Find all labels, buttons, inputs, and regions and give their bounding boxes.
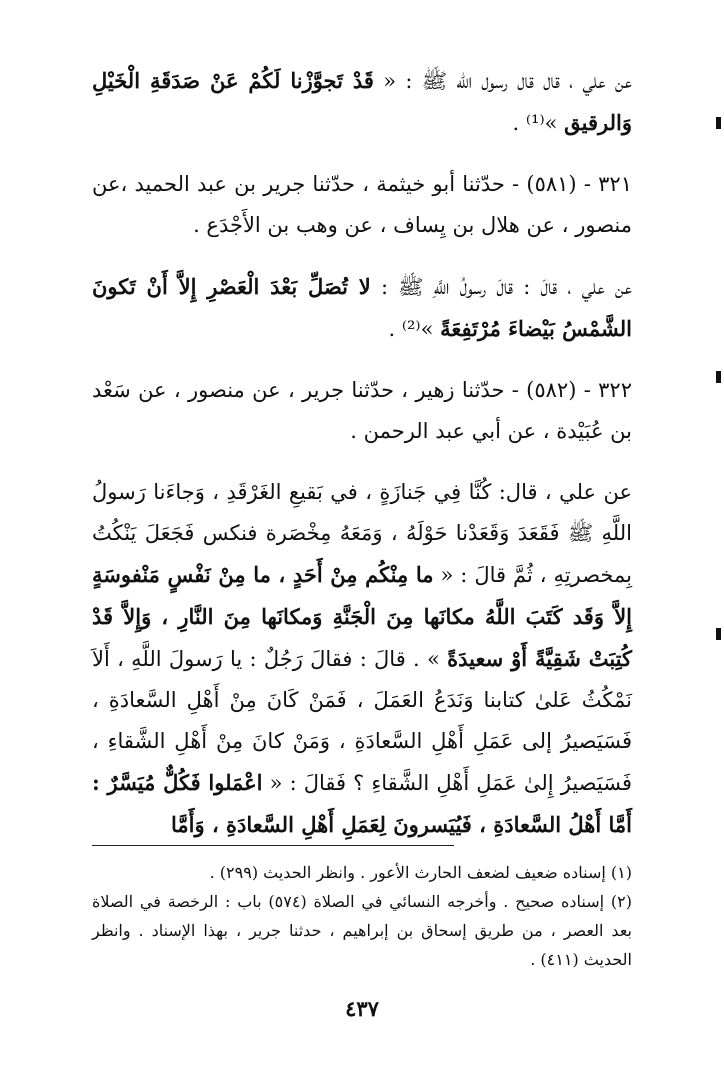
footnote-ref-1: »⁽¹⁾ . <box>512 111 558 135</box>
footnote-divider <box>92 845 454 846</box>
narration-text: عن علي ، قال: كُنَّا فِي جَنازَةٍ ، في بَقيعِ الغَرْقَدِ ، وَجاءَنا رَسولُ اللَّهِ ﷺ فَقَعَدَ وَقَعَدْنا حَوْلَهُ ، وَمَعَهُ مِخْصَرة فنكس فَجَعَلَ يَنْكُتُ بِمخصرتِهِ ، ثُمَّ قالَ : « <box>92 480 632 587</box>
paragraph-isnad-321: ٣٢١ - (٥٨١) - حدّثنا أبو خيثمة ، حدّثنا جرير بن عبد الحميد ،عن منصور ، عن هلال بن يِساف ، عن وهب بن الأَجْدَع . <box>92 172 632 237</box>
prophetic-saying: قَدْ تَجوَّزْنا لَكُمْ عَنْ صَدَقَةِ الْخَيْلِ وَالرقيق <box>92 68 632 135</box>
prophetic-saying: ما مِنْكُم مِنْ أَحَدٍ ، ما مِنْ نَفْسٍ مَنْفوسَةٍ إِلاَّ وَقَد كَتَبَ اللَّهُ مكانَها مِنَ الْجَنَّةِ وَمكانَها مِنَ النَّارِ ، وَإِلاَّ قَدْ كُتِبَتْ شَقِيَّةً أَوْ سعيدَةً <box>92 562 633 671</box>
footnote-ref-2: »⁽²⁾ . <box>388 317 434 341</box>
paragraph-hadith-321 <box>92 266 632 350</box>
narration-text: عن علي ، قال قال رسول الله ﷺ : « <box>383 69 632 93</box>
prophetic-saying: لا تُصَلِّ بَعْدَ الْعَصْرِ إِلاَّ أَنْ تَكونَ الشَّمْسُ بَيْضاءَ مُرْتَفِعَةً <box>92 274 632 341</box>
paragraph-hadith-322 <box>92 472 632 846</box>
page-number: ٤٣٧ <box>345 996 379 1021</box>
margin-mark <box>716 371 721 383</box>
margin-mark <box>716 628 721 640</box>
narration-text: » . قالَ : فقالَ رَجُلٌ : يا رَسولَ اللَّهِ ، أَلاَ نَمْكُثُ عَلىٰ كتابنا وَنَدَعُ العَمَلَ ، فَمَنْ كَانَ مِنْ أَهْلِ السَّعادَةِ ، فَسَيَصيرُ إلى عَمَلِ أَهْلِ السَّعادَةِ ، وَمَنْ كانَ مِنْ أَهْلِ الشَّقاءِ ، فَسَيَصيرُ إِلىٰ عَمَلِ أَهْلِ الشَّقاءِ ؟ فَقالَ : « <box>92 647 632 795</box>
prophetic-saying: اعْمَلوا فَكُلٌّ مُيَسَّرٌ : أَمَّا أَهْلُ السَّعادَةِ ، فَيُيَسرونَ لِعَمَلِ أَهْلِ السَّعادَةِ ، وَأَمَّا <box>92 770 632 837</box>
footnotes <box>92 858 632 974</box>
paragraph-hadith-320 <box>92 60 632 144</box>
footnote-2: (٢) إسناده صحيح . وأخرجه النسائي في الصلاة (٥٧٤) باب : الرخصة في الصلاة بعد العصر ، من طريق إسحاق بن إبراهيم ، حدثنا جرير ، بهذا الإسناد . وانظر الحديث (٤١١) . <box>92 892 632 969</box>
page-body <box>92 60 632 846</box>
margin-mark <box>716 117 721 129</box>
paragraph-isnad-322: ٣٢٢ - (٥٨٢) - حدّثنا زهير ، حدّثنا جرير ، عن منصور ، عن سَعْد بن عُبَيْدة ، عن أبي عبد الرحمن . <box>92 378 632 443</box>
footnote-1: (١) إسناده ضعيف لضعف الحارث الأعور . وانظر الحديث (٢٩٩) . <box>209 863 632 882</box>
narration-text: عن علي ، قالَ : قالَ رسولُ اللَّهِ ﷺ : <box>380 275 633 299</box>
